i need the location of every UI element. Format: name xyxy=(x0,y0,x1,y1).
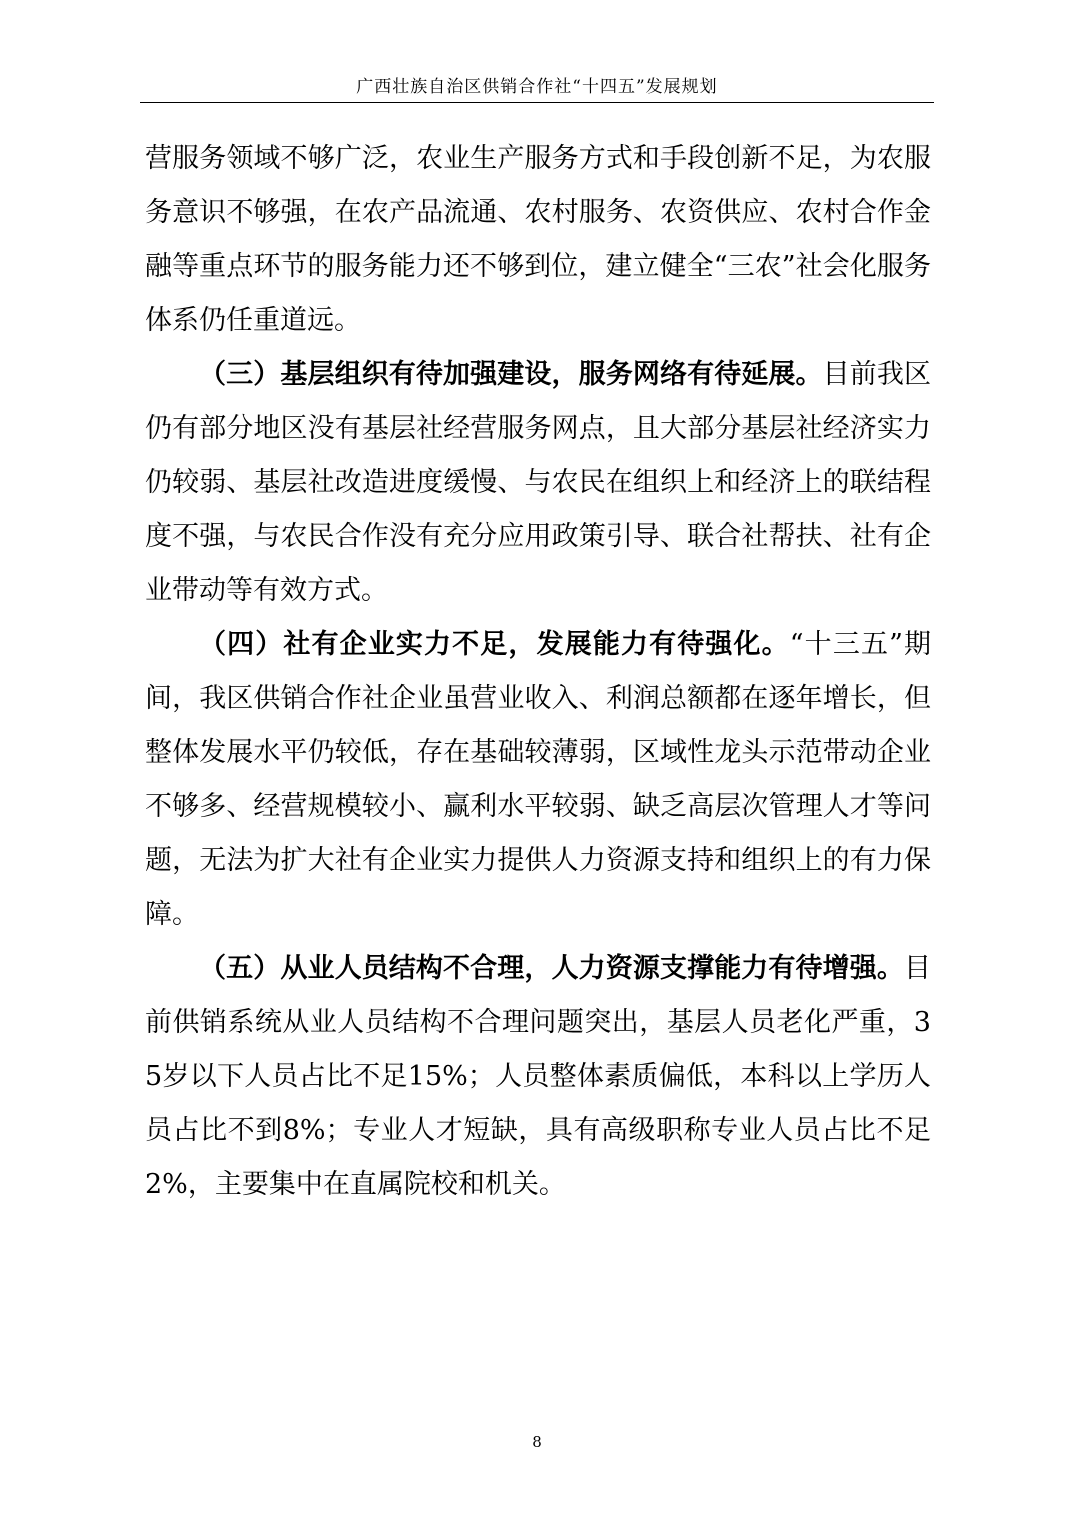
paragraph-continued xyxy=(145,132,931,348)
document-title: 广西壮族自治区供销合作社“十四五”发展规划 xyxy=(356,77,718,97)
section-heading: （四）社有企业实力不足，发展能力有待强化。 xyxy=(199,629,790,660)
page-number: 8 xyxy=(532,1433,542,1451)
page-header xyxy=(140,76,934,103)
section-heading: （三）基层组织有待加强建设，服务网络有待延展。 xyxy=(199,359,823,390)
paragraph-text: 目前供销系统从业人员结构不合理问题突出，基层人员老化严重，35岁以下人员占比不足15%；人员整体素质偏低，本科以上学历人员占比不到8%；专业人才短缺，具有高级职称专业人员占比不足2%，主要集中在直属院校和机关。 xyxy=(145,953,931,1200)
paragraph-text: “十三五”期间，我区供销合作社企业虽营业收入、利润总额都在逐年增长，但整体发展水平仍较低，存在基础较薄弱，区域性龙头示范带动企业不够多、经营规模较小、赢利水平较弱、缺乏高层次管理人才等问题，无法为扩大社有企业实力提供人力资源支持和组织上的有力保障。 xyxy=(145,629,932,930)
paragraph-section-4 xyxy=(145,618,931,942)
section-heading: （五）从业人员结构不合理，人力资源支撑能力有待增强。 xyxy=(199,953,904,984)
paragraph-section-5 xyxy=(145,942,931,1212)
paragraph-section-3 xyxy=(145,348,931,618)
paragraph-text: 营服务领域不够广泛，农业生产服务方式和手段创新不足，为农服务意识不够强，在农产品流通、农村服务、农资供应、农村合作金融等重点环节的服务能力还不够到位，建立健全“三农”社会化服务体系仍任重道远。 xyxy=(145,143,931,336)
body-text xyxy=(145,132,931,1212)
paragraph-text: 目前我区仍有部分地区没有基层社经营服务网点，且大部分基层社经济实力仍较弱、基层社改造进度缓慢、与农民在组织上和经济上的联结程度不强，与农民合作没有充分应用政策引导、联合社帮扶、社有企业带动等有效方式。 xyxy=(145,359,932,606)
